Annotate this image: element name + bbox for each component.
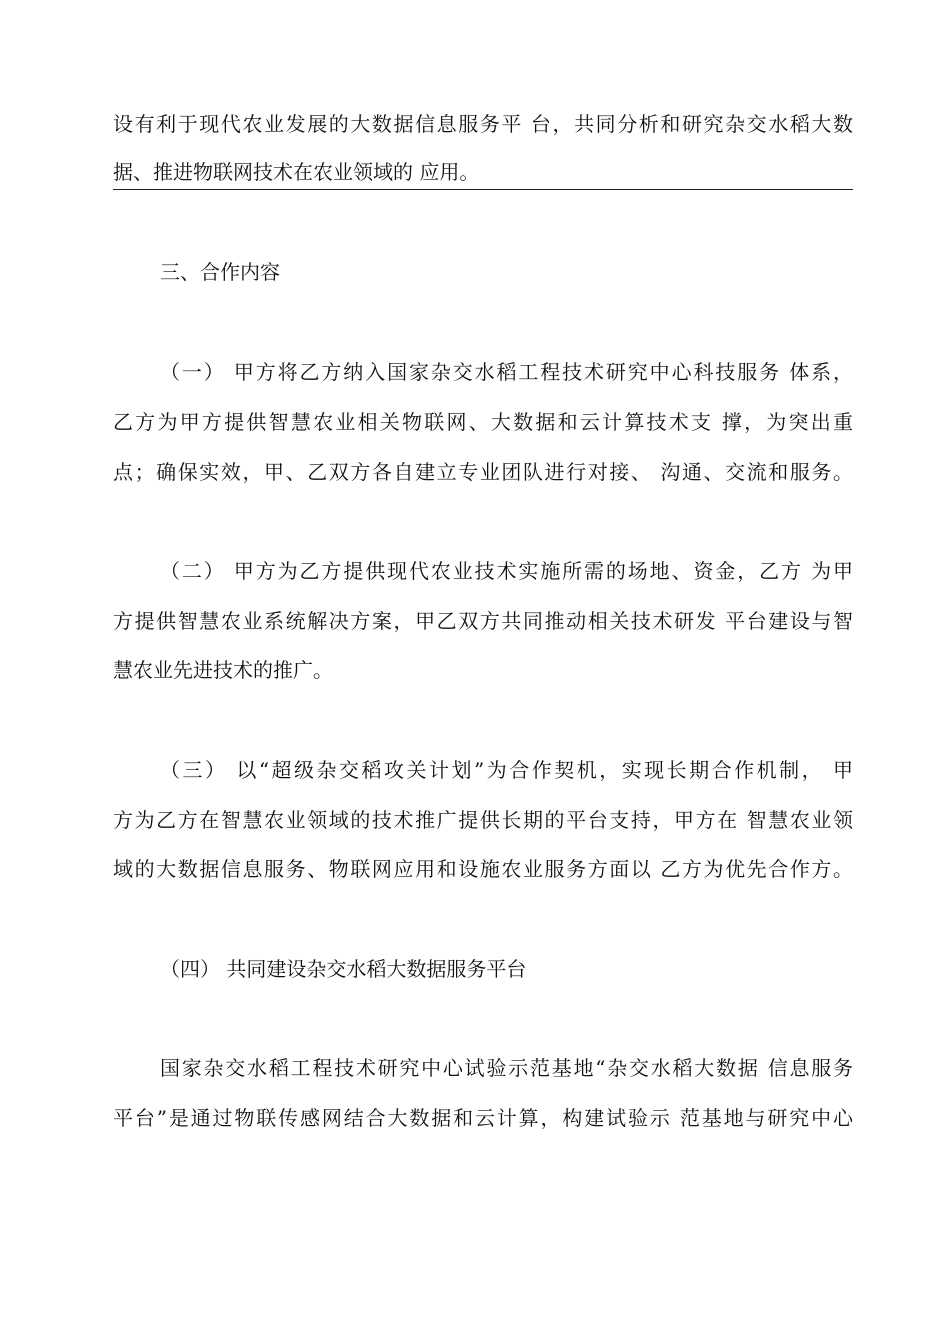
section-heading: 三、合作内容 <box>160 260 280 284</box>
item1-line-3: 点；确保实效，甲、乙双方各自建立专业团队进行对接、 沟通、交流和服务。 <box>113 460 853 484</box>
item1-line-1: （一） 甲方将乙方纳入国家杂交水稻工程技术研究中心科技服务 体系， <box>160 360 853 384</box>
top-paragraph-line-2: 据、推进物联网技术在农业领域的 应用。 <box>113 160 480 184</box>
item1-line-2: 乙方为甲方提供智慧农业相关物联网、大数据和云计算技术支 撑，为突出重 <box>113 410 853 434</box>
item4-heading: （四） 共同建设杂交水稻大数据服务平台 <box>160 957 527 981</box>
item3-line-3: 域的大数据信息服务、物联网应用和设施农业服务方面以 乙方为优先合作方。 <box>113 857 853 881</box>
item2-line-2: 方提供智慧农业系统解决方案，甲乙双方共同推动相关技术研发 平台建设与智 <box>113 609 853 633</box>
top-paragraph-line-1: 设有利于现代农业发展的大数据信息服务平 台，共同分析和研究杂交水稻大数 <box>113 112 853 136</box>
item3-line-2: 方为乙方在智慧农业领域的技术推广提供长期的平台支持，甲方在 智慧农业领 <box>113 808 853 832</box>
item3-line-1: （三） 以“超级杂交稻攻关计划”为合作契机，实现长期合作机制， 甲 <box>160 758 853 782</box>
last-paragraph-line-1: 国家杂交水稻工程技术研究中心试验示范基地“杂交水稻大数据 信息服务 <box>160 1056 853 1080</box>
divider-rule <box>113 189 853 190</box>
item2-line-3: 慧农业先进技术的推广。 <box>113 658 333 682</box>
item2-line-1: （二） 甲方为乙方提供现代农业技术实施所需的场地、资金，乙方 为甲 <box>160 559 853 583</box>
last-paragraph-line-2: 平台”是通过物联传感网结合大数据和云计算，构建试验示 范基地与研究中心 <box>113 1106 853 1130</box>
